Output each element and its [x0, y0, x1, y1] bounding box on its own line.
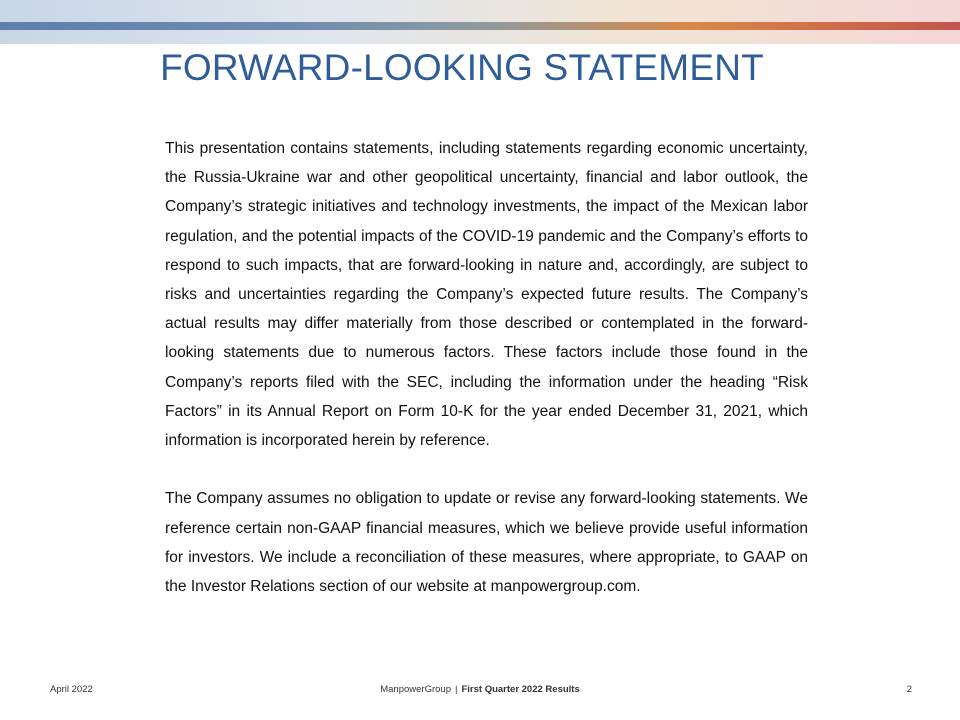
footer-date: April 2022 [50, 684, 93, 695]
footer-title [0, 684, 960, 695]
footer-report: First Quarter 2022 Results [461, 684, 580, 695]
paragraph-risks: This presentation contains statements, including statements regarding economic uncertainty, the Russia-Ukraine war and other geopolitical uncertainty, financial and labor outlook, the Company’s strategic initiatives and technology investments, the impact of the Mexican labor regulation, and the potential impacts of the COVID-19 pandemic and the Company’s efforts to respond to such impacts, that are forward-looking in nature and, accordingly, are subject to risks and uncertainties regarding the Company’s expected future results. The Company’s actual results may differ materially from those described or contemplated in the forward-looking statements due to numerous factors. These factors include those found in the Company’s reports filed with the SEC, including the information under the heading “Risk Factors” in its Annual Report on Form 10-K for the year ended December 31, 2021, which information is incorporated herein by reference. [165, 140, 808, 450]
page-number: 2 [906, 684, 912, 695]
statement-body [165, 134, 808, 601]
footer-separator: | [455, 684, 458, 695]
footer-company: ManpowerGroup [380, 684, 451, 695]
header-stripe [0, 22, 960, 30]
paragraph-obligations: The Company assumes no obligation to update or revise any forward-looking statements. We reference certain non-GAAP financial measures, which we believe provide useful information for investors. We include a reconciliation of these measures, where appropriate, to GAAP on the Investor Relations section of our website at manpowergroup.com. [165, 490, 808, 596]
slide-title: FORWARD-LOOKING STATEMENT [160, 47, 764, 88]
